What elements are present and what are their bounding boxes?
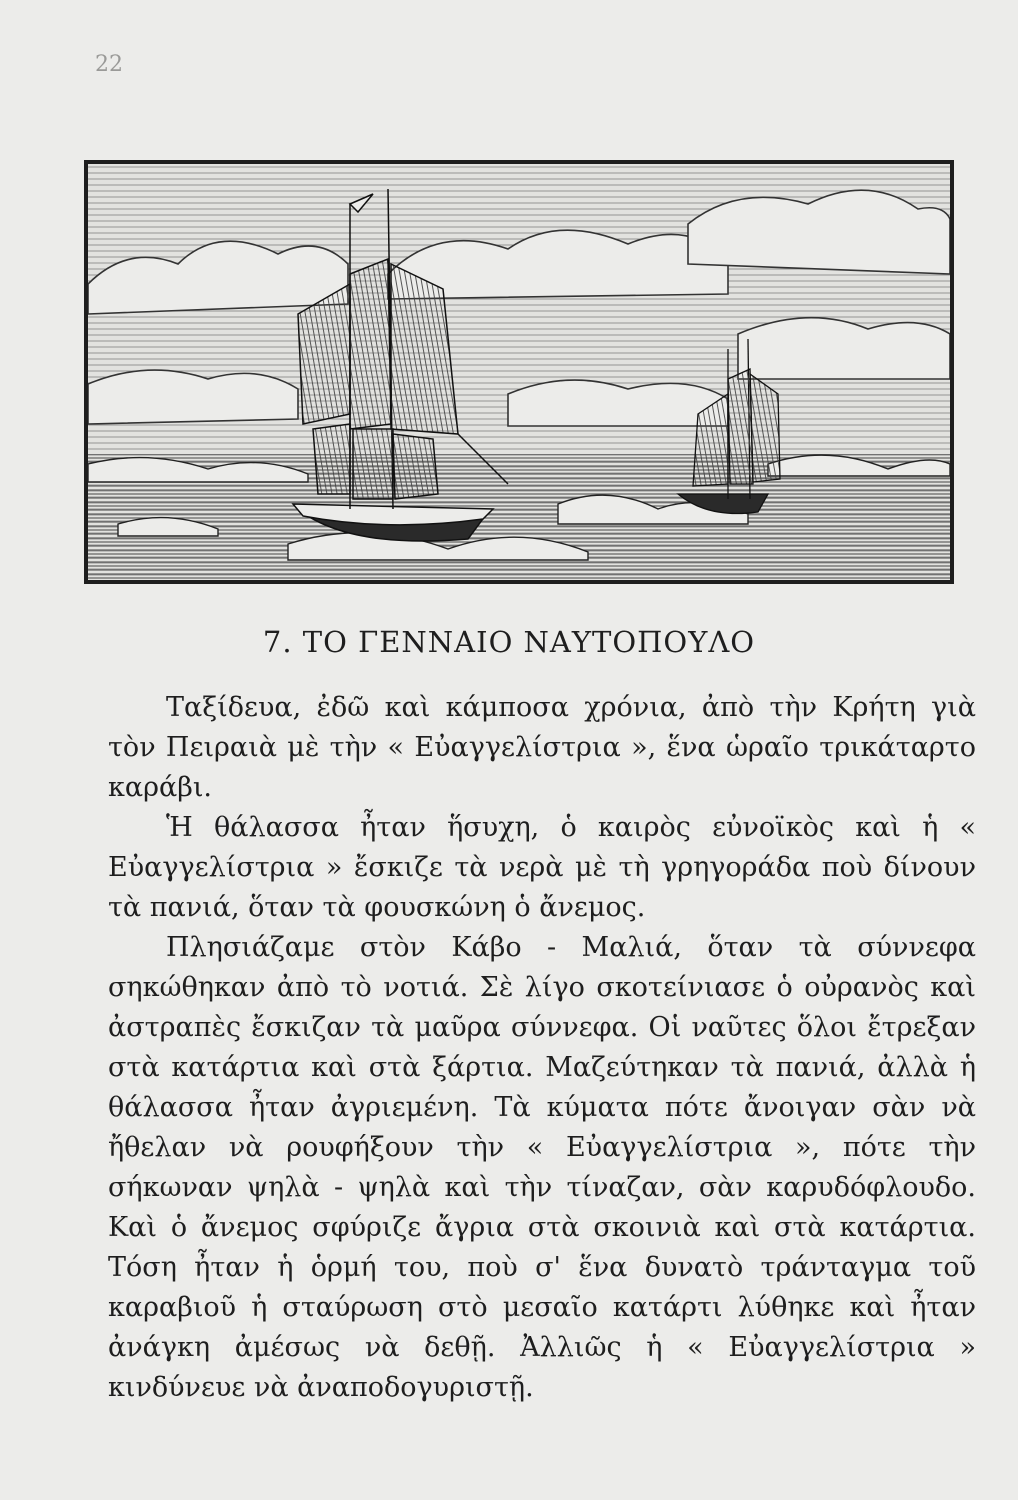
story-text [108,688,976,1408]
paragraph: Ταξίδευα, ἐδῶ καὶ κάμποσα χρόνια, ἀπὸ τὴν Κρήτη γιὰ τὸν Πειραιὰ μὲ τὴν « Εὐαγγελίστρια », ἕνα ὡραῖο τρικάταρτο καράβι. [108,692,976,803]
paragraph: Πλησιάζαμε στὸν Κάβο - Μαλιά, ὅταν τὰ σύννεφα σηκώθηκαν ἀπὸ τὸ νοτιά. Σὲ λίγο σκοτείνιασε ὁ οὐρανὸς καὶ ἀστραπὲς ἔσκιζαν τὰ μαῦρα σύννεφα. Οἱ ναῦτες ὅλοι ἔτρεξαν στὰ κατάρτια καὶ στὰ ξάρτια. Μαζεύτηκαν τὰ πανιά, ἀλλὰ ἡ θάλασσα ἦταν ἀγριεμένη. Τὰ κύματα πότε ἄνοιγαν σὰν νὰ ἤθελαν νὰ ρουφήξουν τὴν « Εὐαγγελίστρια », πότε τὴν σήκωναν ψηλὰ - ψηλὰ καὶ τὴν τίναζαν, σὰν καρυδόφλουδο. Καὶ ὁ ἄνεμος σφύριζε ἄγρια στὰ σκοινιὰ καὶ στὰ κατάρτια. Τόση ἦταν ἡ ὁρμή του, ποὺ σ' ἕνα δυνατὸ τράνταγμα τοῦ καραβιοῦ ἡ σταύρωση στὸ μεσαῖο κατάρτι λύθηκε καὶ ἦταν ἀνάγκη ἀμέσως νὰ δεθῇ. Ἀλλιῶς ἡ « Εὐαγγελίστρια » κινδύνευε νὰ ἀναποδογυριστῇ. [108,932,976,1403]
paragraph: Ἡ θάλασσα ἦταν ἥσυχη, ὁ καιρὸς εὐνοϊκὸς καὶ ἡ « Εὐαγγελίστρια » ἔσκιζε τὰ νερὰ μὲ τὴ γρηγοράδα ποὺ δίνουν τὰ πανιά, ὅταν τὰ φουσκώνη ὁ ἄνεμος. [108,812,976,923]
page-number: 22 [95,52,123,77]
ships-illustration [84,160,954,584]
chapter-title: 7. ΤΟ ΓΕΝΝΑΙΟ ΝΑΥΤΟΠΟΥΛΟ [262,625,756,659]
